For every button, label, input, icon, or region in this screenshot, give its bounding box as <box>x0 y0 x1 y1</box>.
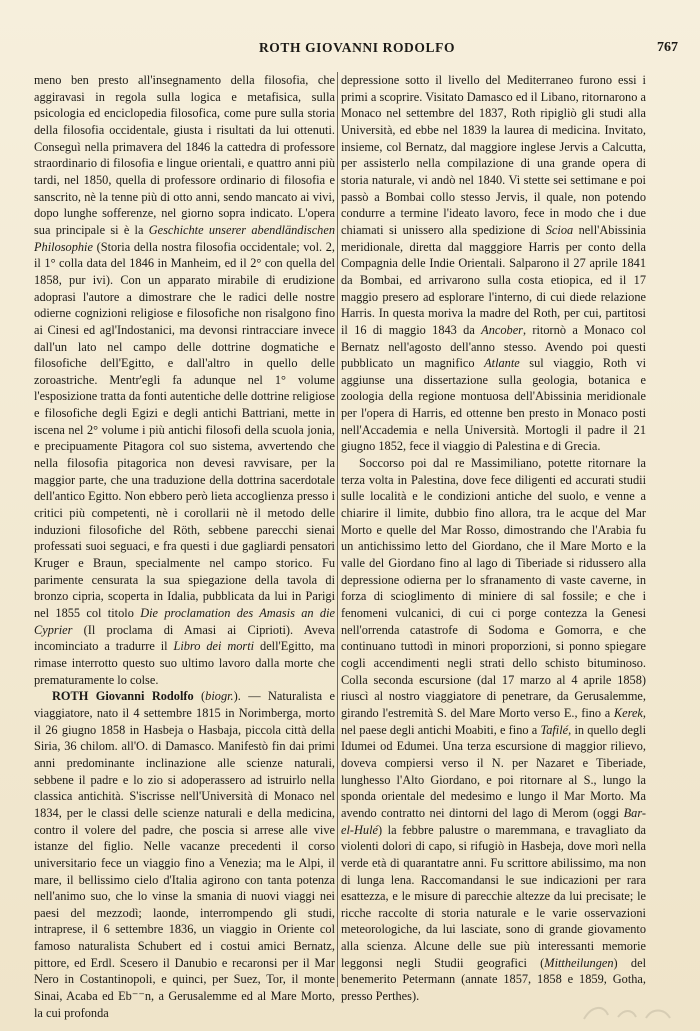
place-name: Kerek <box>613 705 643 720</box>
entry-roth-giovanni-rodolfo <box>34 688 335 1021</box>
text-run: ( <box>193 689 206 704</box>
paragraph-palestine <box>341 455 646 1005</box>
text-run: , nel paese degli antichi Moabiti, e fino a <box>341 705 646 737</box>
page-number: 767 <box>657 40 678 55</box>
column-divider <box>337 72 338 987</box>
book-title: Atlante <box>484 356 520 371</box>
text-run: ) <box>233 689 238 704</box>
text-run: , in quello degli Idumei od Edumei. Una terza escursione di maggior rilievo, doveva compiersi verso il N. per Nazaret e Tiberiade, lunghesso l'Alto Giordano, e poi ritornare al S., lungo la sponda orientale del medesimo e lungo il Mar Morto. Ma avendo contratto nei dintorni del lago di Merom (oggi <box>341 722 646 820</box>
text-run: (Storia della nostra filosofia occidentale; vol. 2, il 1° colla data del 1846 in Manheim, ed il 2° con quella del 1858, pur ivi). Con un apparato mirabile di erudizione adoprasi l'autore a dimostrare che le radici delle nostre odierne cognizioni religiose e filosofiche non risalgono fino ai Cinesi ed agl'Indostanici, ma devonsi rintracciare invece dall'un lato nel campo delle dottrine dogmatiche e filosofiche dell'Egitto, e dall'altro in quello delle zoroastriche. Mentr'egli fa adunque nel 1° volume l'esposizione tratta da fonti autentiche delle dottrine religiose e filosofiche degli Egizi e degli antichi Battriani, mette in iscena nel 2° volume i più antichi filosofi della scuola jonia, e precipuamente Pitagora col suo sistema, avvertendo che nella filosofia pitagorica non devesi ravvisare, per la maggior parte, che una traduzione della dottrina sacerdotale dell'antico Egitto. Non ebbero però lieta accoglienza presso i critici più competenti, nè i corollarii nè il metodo delle induzioni filosofiche del Röth, sebbene parecchi sienai professati suoi seguaci, e fra questi i due gagliardi pensatori Kruger e Braun, specialmente nel campo storico. Fu parimente censurata la sua spiegazione della tavola di bronzo cipria, scoperta in Idalia, pubblicata da lui in Parigi nel 1855 col titolo <box>34 239 335 620</box>
text-run: nell'Abissinia meridionale, diretta dal magggiore Harris per conto della Compagnia delle Indie Orientali. Salparono il 27 aprile 1841 da Bombai, ed arrivarono sulla costa etiopica, ed il 17 maggio presero ad esplorare l'interno, di cui diede relazione Harris. In questa moriva la madre del Roth, per cui, partitosi il 16 di maggio 1843 da <box>341 222 646 337</box>
text-run: Soccorso poi dal re Massimiliano, potette ritornare la terza volta in Palestina, dove fece diligenti ed accurati studii sulle località e le condizioni antiche del suolo, e venne a chiarire il limite, dubbio fino allora, tra le acque del Mar Morto e quelle del Mar Rosso, dimostrando che l'Arabia fu un antichissimo letto del Giordano, che il Mare Morto e la valle del Giordano fino al lago di Tiberiade si ridussero alla depressione odierna per lo sfranamento di vaste caverne, in forza di scioglimento di miniere di sal fossile; e che i fenomeni vulcanici, di cui ci porge contezza la Genesi nell'orrenda catastrofe di Sodoma e Gomorra, e che continuano tuttodì in minori proporzioni, si ponno spiegare cogli accendimenti negli strati dello schisto bituminoso. Colla seconda escursione (dal 17 marzo al 4 aprile 1858) riuscì al nostro viaggiatore di penetrare, da Gerusalemme, girando l'estremità S. del Mare Morto verso E., fino a <box>341 456 646 720</box>
paragraph-roth-philosopher-continued <box>34 72 335 688</box>
left-column <box>34 72 335 1020</box>
right-column <box>341 72 647 1004</box>
text-run: ) la febbre palustre o maremmana, e travagliato da violenti dolori di capo, si rifugiò in Hasbeja, dove morì nella verde età di quarantatre anni. Fu scrittore abilissimo, ma non di lunga lena. Raccomandansi le sue indicazioni per rara esattezza, e le misure di parecchie altezze da lui precisate; le ricche raccolte di storia naturale e le varie osservazioni meteorologiche, da lui lasciate, sono di grande giovamento alla scienza. Alcune delle sue più interessanti memorie leggonsi negli Studii geografici ( <box>341 822 646 970</box>
place-name: Tafilé <box>540 722 569 737</box>
paragraph-voyages <box>341 72 646 455</box>
running-head: ROTH GIOVANNI RODOLFO <box>258 40 456 55</box>
text-run: ) del benemerito Petermann (annate 1857, 1858 e 1859, Gotha, presso Perthes). <box>341 955 647 1004</box>
book-title: Mittheilungen <box>544 955 614 970</box>
text-run: , ritornò a Monaco col Bernatz nell'agosto dell'anno stesso. Avendo poi questi pubblicato un magnifico <box>341 322 646 371</box>
book-title: Libro dei morti <box>173 639 255 654</box>
place-name: Scioa <box>545 222 574 237</box>
text-run: dell'Egitto, ma rimase interrotto questo suo ultimo lavoro dalla morte che prematuramente lo colse. <box>34 639 335 687</box>
page-header <box>34 40 680 62</box>
text-run: meno ben presto all'insegnamento della filosofia, che aggiravasi in regola sulla logica e metafisica, sulla psicologia ed enciclopedia filosofica, come pure sulla storia della filosofia occidentale, giusta i risultati da lui ottenuti. Conseguì nella primavera del 1846 la cattedra di professore straordinario di filosofia e lingue orientali, e quattro anni più tardi, nel 1850, quella di professore ordinario di filosofia e sanscrito, nè la tenne più di otto anni, sendo mancato ai vivi, dopo lunghe sofferenze, nel giorno sopra indicato. L'opera sua principale si è la <box>34 73 335 237</box>
place-name: Ancober <box>481 322 523 337</box>
entry-headword: ROTH Giovanni Rodolfo <box>52 689 194 704</box>
book-title: Die proclamation des Amasis an die Cyprier <box>34 606 335 637</box>
text-run: sul viaggio, Roth vi aggiunse una dissertazione sulla geologia, botanica e zoologia della regione montuosa dell'Abissinia meridionale per l'opera di Harris, ed ottenne ben presto in Monaco posti nell'Accademia e nella Università. Mortogli il padre il 21 giugno 1852, fece il viaggio di Palestina e di Grecia. <box>341 356 646 454</box>
book-title: Geschichte unserer abendländischen Philosophie <box>34 222 335 254</box>
text-run: . — Naturalista e viaggiatore, nato il 4 settembre 1815 in Norimberga, morto il 26 giugno 1858 in Hasbeja o Hasbaja, piccola città della Siria, 36 chilom. all'O. di Damasco. Manifestò fin dai primi anni predominante inclinazione alle scienze naturali, sebbene il padre e lo zio si adoperassero ad istruirlo nella classica antichità. S'iscrisse nell'Università di Monaco nel 1834, per le classi delle scienze naturali e della medicina, contro il volere del padre, che poscia si arrese alle vive istanze del figlio. Nelle vacanze precedenti il corso universitario fece un viaggio fino a Venezia; ma le Alpi, il mare, il bellissimo cielo d'Italia agirono con tanta potenza nell'animo suo, che lo vinse la smania di nuovi viaggi nei paesi del mezzodì; laonde, interrompendo gli studi, intraprese, il 6 settembre 1836, un viaggio in Oriente col famoso naturalista Schubert ed i costui amici Bernatz, pittore, ed Erdl. Scesero il Danubio e recaronsi per il Mar Nero in Costantinopoli, e quinci, per Suez, Tor, il monte Sinai, Acaba ed Eb⁻⁻n, a Gerusalemme ed al Mare Morto, la cui profonda <box>34 689 335 1020</box>
watermark-icon <box>578 1001 688 1025</box>
text-run: depressione sotto il livello del Mediterraneo furono essi i primi a scoprire. Visitato Damasco ed il Libano, ritornarono a Monaco nel settembre del 1837, Roth ripigliò gli studi alla Università, ed ebbe nel 1839 la laurea di medicina. Invitato, insieme, col Bernatz, dal maggiore inglese Jervis a Calcutta, per assisterlo nella compilazione di una grande opera di storia naturale, vi andò nel 1840. Vi stette sei settimane e poi passò a Bombai collo stesso Jervis, il quale, non potendo condurre a termine l'ideato lavoro, fece in modo che i due chiamati si unissero alla spedizione di <box>341 73 646 237</box>
entry-category: biogr. <box>205 689 234 704</box>
place-name: Bar-el-Hulé <box>341 805 646 837</box>
text-run: (Il proclama di Amasi ai Ciprioti). Aveva incominciato a tradurre il <box>34 622 335 654</box>
